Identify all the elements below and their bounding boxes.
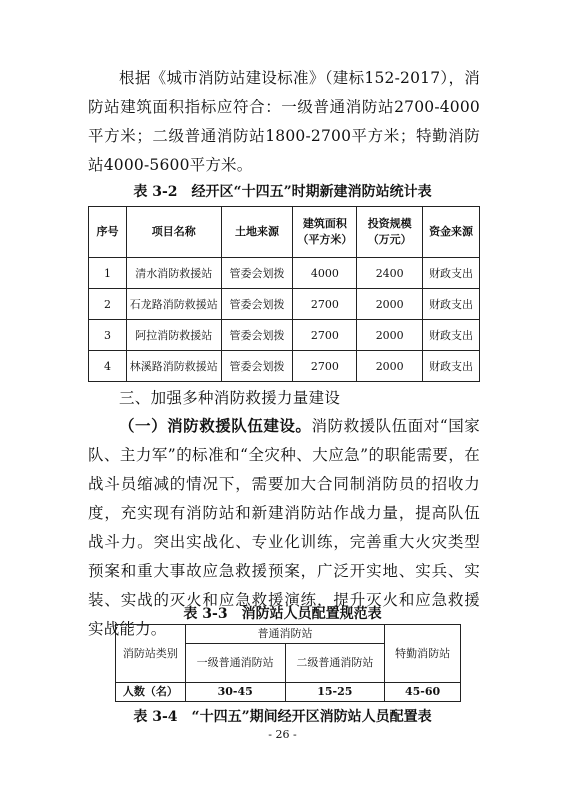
header-investment: 投资规模（万元）: [357, 207, 423, 258]
table-3-2-caption: 表 3-2 经开区“十四五”时期新建消防站统计表: [133, 184, 432, 200]
paragraph-lead: （一）消防救援队伍建设。: [119, 416, 312, 435]
cell-index: 2: [89, 289, 127, 320]
cell-project-name: 石龙路消防救援站: [126, 289, 221, 320]
header-building-area: 建筑面积（平方米）: [293, 207, 357, 258]
cell-building-area: 2700: [293, 351, 357, 382]
header-fund-source: 资金来源: [423, 207, 480, 258]
header-level2-station: 二级普通消防站: [285, 644, 385, 683]
cell-index: 3: [89, 320, 127, 351]
table-3-2: [88, 206, 480, 382]
cell-level1-count: 30-45: [185, 683, 285, 702]
cell-land-source: 管委会划拨: [221, 289, 293, 320]
cell-project-name: 清水消防救援站: [126, 258, 221, 289]
table-3-3-caption: 表 3-3 消防站人员配置规范表: [183, 606, 382, 622]
section-heading: 三、加强多种消防救援力量建设: [119, 389, 341, 407]
cell-land-source: 管委会划拨: [221, 320, 293, 351]
cell-fund-source: 财政支出: [423, 351, 480, 382]
table-row: [89, 258, 480, 289]
cell-special-count: 45-60: [385, 683, 461, 702]
cell-project-name: 阿拉消防救援站: [126, 320, 221, 351]
cell-count-label: 人数（名）: [116, 683, 186, 702]
cell-level2-count: 15-25: [285, 683, 385, 702]
table-row: [89, 351, 480, 382]
cell-fund-source: 财政支出: [423, 320, 480, 351]
table-header-row: [89, 207, 480, 258]
cell-land-source: 管委会划拨: [221, 258, 293, 289]
table-row: [89, 289, 480, 320]
cell-fund-source: 财政支出: [423, 258, 480, 289]
header-index: 序号: [89, 207, 127, 258]
table-header-row: [116, 625, 461, 644]
cell-investment: 2000: [357, 351, 423, 382]
cell-land-source: 管委会划拨: [221, 351, 293, 382]
cell-building-area: 2700: [293, 320, 357, 351]
cell-building-area: 4000: [293, 258, 357, 289]
page-number: - 26 -: [268, 728, 297, 741]
paragraph-building-area: 根据《城市消防站建设标准》（建标152-2017），消防站建筑面积指标应符合：一级普通消防站2700-4000平方米；二级普通消防站1800-2700平方米；特勤消防站4000-5600平方米。: [88, 69, 480, 174]
paragraph-body: 消防救援队伍面对“国家队、主力军”的标准和“全灾种、大应急”的职能需要，在战斗员缩减的情况下，需要加大合同制消防员的招收力度，充实现有消防站和新建消防站作战力量，提高队伍战斗力。突出实战化、专业化训练，完善重大火灾类型预案和重大事故应急救援预案，广泛开实地、实兵、实装、实战的灭火和应急救援演练，提升灭火和应急救援实战能力。: [88, 417, 481, 638]
table-3-3: [115, 624, 461, 702]
cell-investment: 2000: [357, 320, 423, 351]
header-category: 消防站类别: [116, 625, 186, 683]
cell-investment: 2400: [357, 258, 423, 289]
header-ordinary-station: 普通消防站: [185, 625, 384, 644]
cell-project-name: 林溪路消防救援站: [126, 351, 221, 382]
table-3-4-caption: 表 3-4 “十四五”期间经开区消防站人员配置表: [133, 709, 432, 725]
table-row: [116, 683, 461, 702]
header-land-source: 土地来源: [221, 207, 293, 258]
cell-fund-source: 财政支出: [423, 289, 480, 320]
header-special-station: 特勤消防站: [385, 625, 461, 683]
cell-investment: 2000: [357, 289, 423, 320]
header-level1-station: 一级普通消防站: [185, 644, 285, 683]
cell-index: 4: [89, 351, 127, 382]
header-project-name: 项目名称: [126, 207, 221, 258]
table-row: [89, 320, 480, 351]
cell-building-area: 2700: [293, 289, 357, 320]
cell-index: 1: [89, 258, 127, 289]
